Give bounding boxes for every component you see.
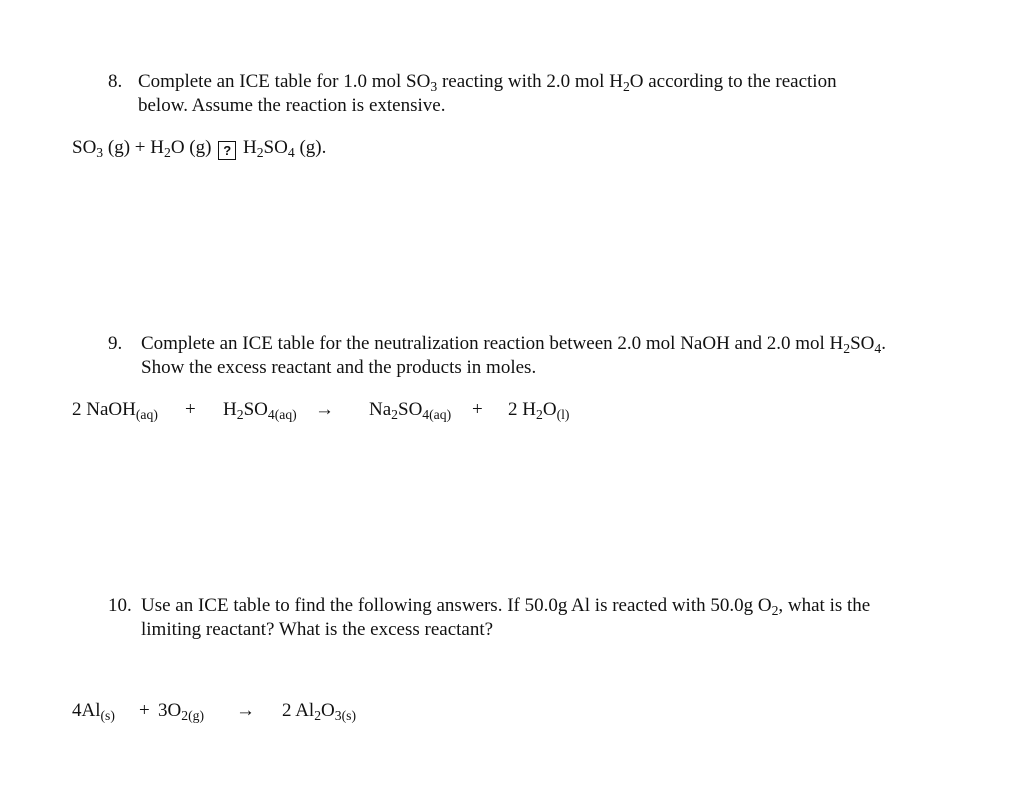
plus-sign: + <box>472 399 483 420</box>
chemical-equation: $SO_3$ $(g) + H_2O$ (g) ? $H_2SO_4$ (g). <box>72 137 327 160</box>
chemical-equation <box>72 699 392 725</box>
reaction-arrow: → <box>315 399 334 420</box>
question-text-line2: limiting reactant? What is the excess reactant? <box>141 619 494 640</box>
missing-glyph-icon: ? <box>218 141 236 160</box>
reactant-o2: $3O_{2(g)}$ <box>158 700 205 723</box>
product-water: 2 $H_2O_{(l)}$ <box>508 399 570 422</box>
question-text-line1: Complete an ICE table for 1.0 mol $SO_3$ reacting with 2.0 mol $H_2O$ according to the reaction <box>138 71 837 94</box>
reaction-arrow: → <box>236 700 255 721</box>
question-text-line1: Use an ICE table to find the following answers. If 50.0g Al is reacted with 50.0g $O_2$, what is the <box>141 595 871 618</box>
reactant-al: $4Al_{(s)}$ <box>72 700 115 723</box>
question-number: 10. <box>108 595 132 616</box>
question-text-line2: below. Assume the reaction is extensive. <box>138 95 446 116</box>
question-text-line2: Show the excess reactant and the products in moles. <box>141 357 537 378</box>
product-al2o3: 2 $Al_2O_{3(s)}$ <box>282 700 357 723</box>
chemical-equation <box>72 398 632 424</box>
product-na2so4: $Na_2SO_{4(aq)}$ <box>369 399 452 422</box>
plus-sign: + <box>139 700 150 721</box>
plus-sign: + <box>185 399 196 420</box>
reactant-h2so4: $H_2SO_{4(aq)}$ <box>223 399 297 422</box>
question-text-line1: Complete an ICE table for the neutralization reaction between 2.0 mol NaOH and 2.0 mol $H_2SO_4$. <box>141 333 886 356</box>
reactant-naoh: 2 NaOH$_{(aq)}$ <box>72 399 158 422</box>
question-number: 8. <box>108 71 123 92</box>
question-number: 9. <box>108 333 123 354</box>
